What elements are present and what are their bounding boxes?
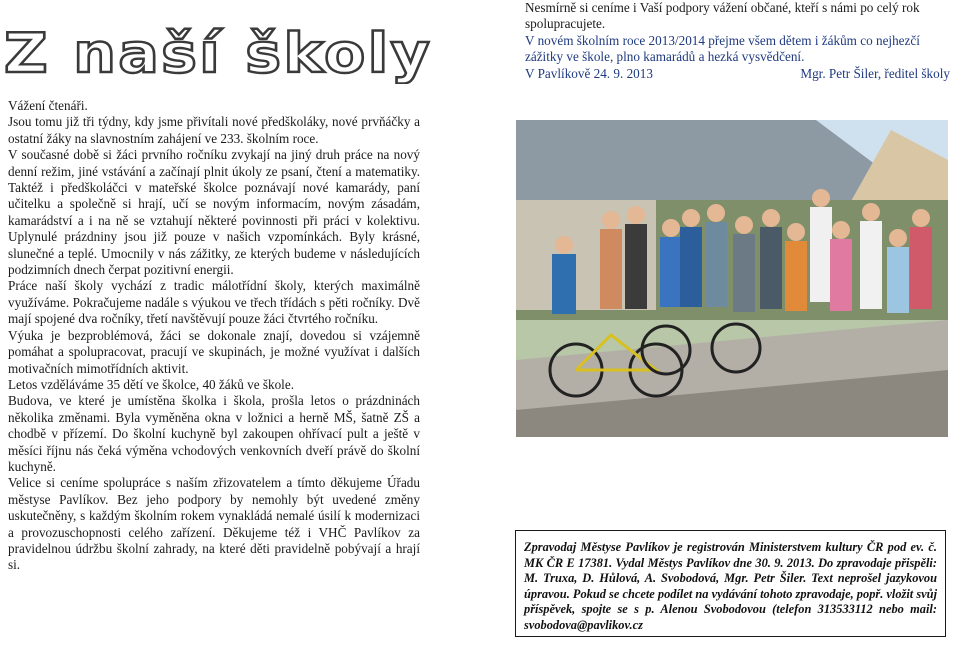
signature-row: [525, 66, 950, 82]
article-paragraph: Práce naší školy vychází z tradic málotřídní školy, kterých maximálně využíváme. Pokračujeme nadále s výukou ve třech třídách s pěti ročníky. Dvě mají spojené dva ročníky, třetí navštěvují pouze žáci čtvrtého ročníku.: [8, 278, 420, 327]
article-paragraph: Jsou tomu již tři týdny, kdy jsme přivítali nové předškoláky, nové prvňáčky a ostatní žáky na slavnostním zahájení ve 233. školním roce.: [8, 114, 420, 146]
page-title: [0, 18, 440, 84]
article-paragraph: V současné době si žáci prvního ročníku zvykají na jiný druh práce na nový denní režim, jiné vstávání a začínají plnit úkoly ze psaní, čtení a matematiky. Taktéž i předškoláčci v mateřské školce poznávají nové kamarády, paní učitelku a společně si hrají, učí se novým informacím, novým zásadám, kamarádství a i na ně se vztahují některé povinnosti při práci v kolektivu. Uplynulé prázdniny jsou již pouze v našich vzpomínkách. Byly krásné, slunečné a teplé. Umocnily v nás zážitky, ze kterých budeme v následujících podzimních dnech čerpat pozitivní energii.: [8, 147, 420, 278]
page-title-text: Z naší školy: [4, 22, 432, 84]
article-paragraph: Budova, ve které je umístěna školka i škola, prošla letos o prázdninách několika změnami. Byla vyměněna okna v ložnici a herně MŠ, šatně ZŠ a chodbě v přízemí. Do školní kuchyně byl zakoupen ohřívací pult a ještě v měsíci říjnu nás čeká výměna vchodových venkovních dveří právě do školní kuchyně.: [8, 393, 420, 474]
article-paragraph: Velice si ceníme spolupráce s naším zřizovatelem a tímto děkujeme Úřadu městyse Pavlíkov. Bez jeho podpory by nemohly být uvedené změny uskutečněny, s každým školním rokem vynakládá nemalé úsilí k modernizaci a provozuschopnosti celého zařízení. Děkujeme též i VHČ Pavlíkov za pravidelnou údržbu školní zahrady, na které děti pravidelně pobývají a hrají si.: [8, 475, 420, 573]
publication-info-text: Zpravodaj Městyse Pavlíkov je registrován Ministerstvem kultury ČR pod ev. č. MK ČR E 17381. Vydal Městys Pavlíkov dne 30. 9. 2013. Do zpravodaje přispěli: M. Truxa, D. Hůlová, A. Svobodová, Mgr. Petr Šiler. Text neprošel jazykovou úpravou. Pokud se chcete podílet na vydávání tohoto zpravodaje, popř. vložit svůj příspěvek, spojte se s p. Alenou Svobodovou (telefon 313533112 nebo mail: svobodova@pavlikov.cz: [524, 540, 938, 632]
signature: Mgr. Petr Šiler, ředitel školy: [800, 65, 950, 81]
article-column: [8, 98, 420, 574]
article-paragraph: Výuka je bezproblémová, žáci se dokonale znají, dovedou si vzájemně pomáhat a spolupracovat, pracují ve skupinách, je možné využívat i dalších motivačních mimotřídních aktivit.: [8, 327, 420, 376]
article-greeting: Vážení čtenáři.: [8, 98, 88, 113]
article-paragraph: Letos vzděláváme 35 dětí ve školce, 40 žáků ve škole.: [8, 376, 294, 392]
closing-thanks: Nesmírně si ceníme i Vaší podpory vážení občané, kteří s námi po celý rok spolupracujete.: [525, 0, 920, 32]
group-photo-icon: [516, 120, 948, 437]
place-date: V Pavlíkově 24. 9. 2013: [525, 65, 653, 81]
closing-block: [525, 0, 950, 82]
publication-info-box: [515, 530, 946, 637]
group-photo: [516, 120, 948, 437]
closing-wishes: V novém školním roce 2013/2014 přejme všem dětem i žákům co nejhezčí zážitky ve škole, plno kamarádů a hezká vysvědčení.: [525, 32, 920, 65]
